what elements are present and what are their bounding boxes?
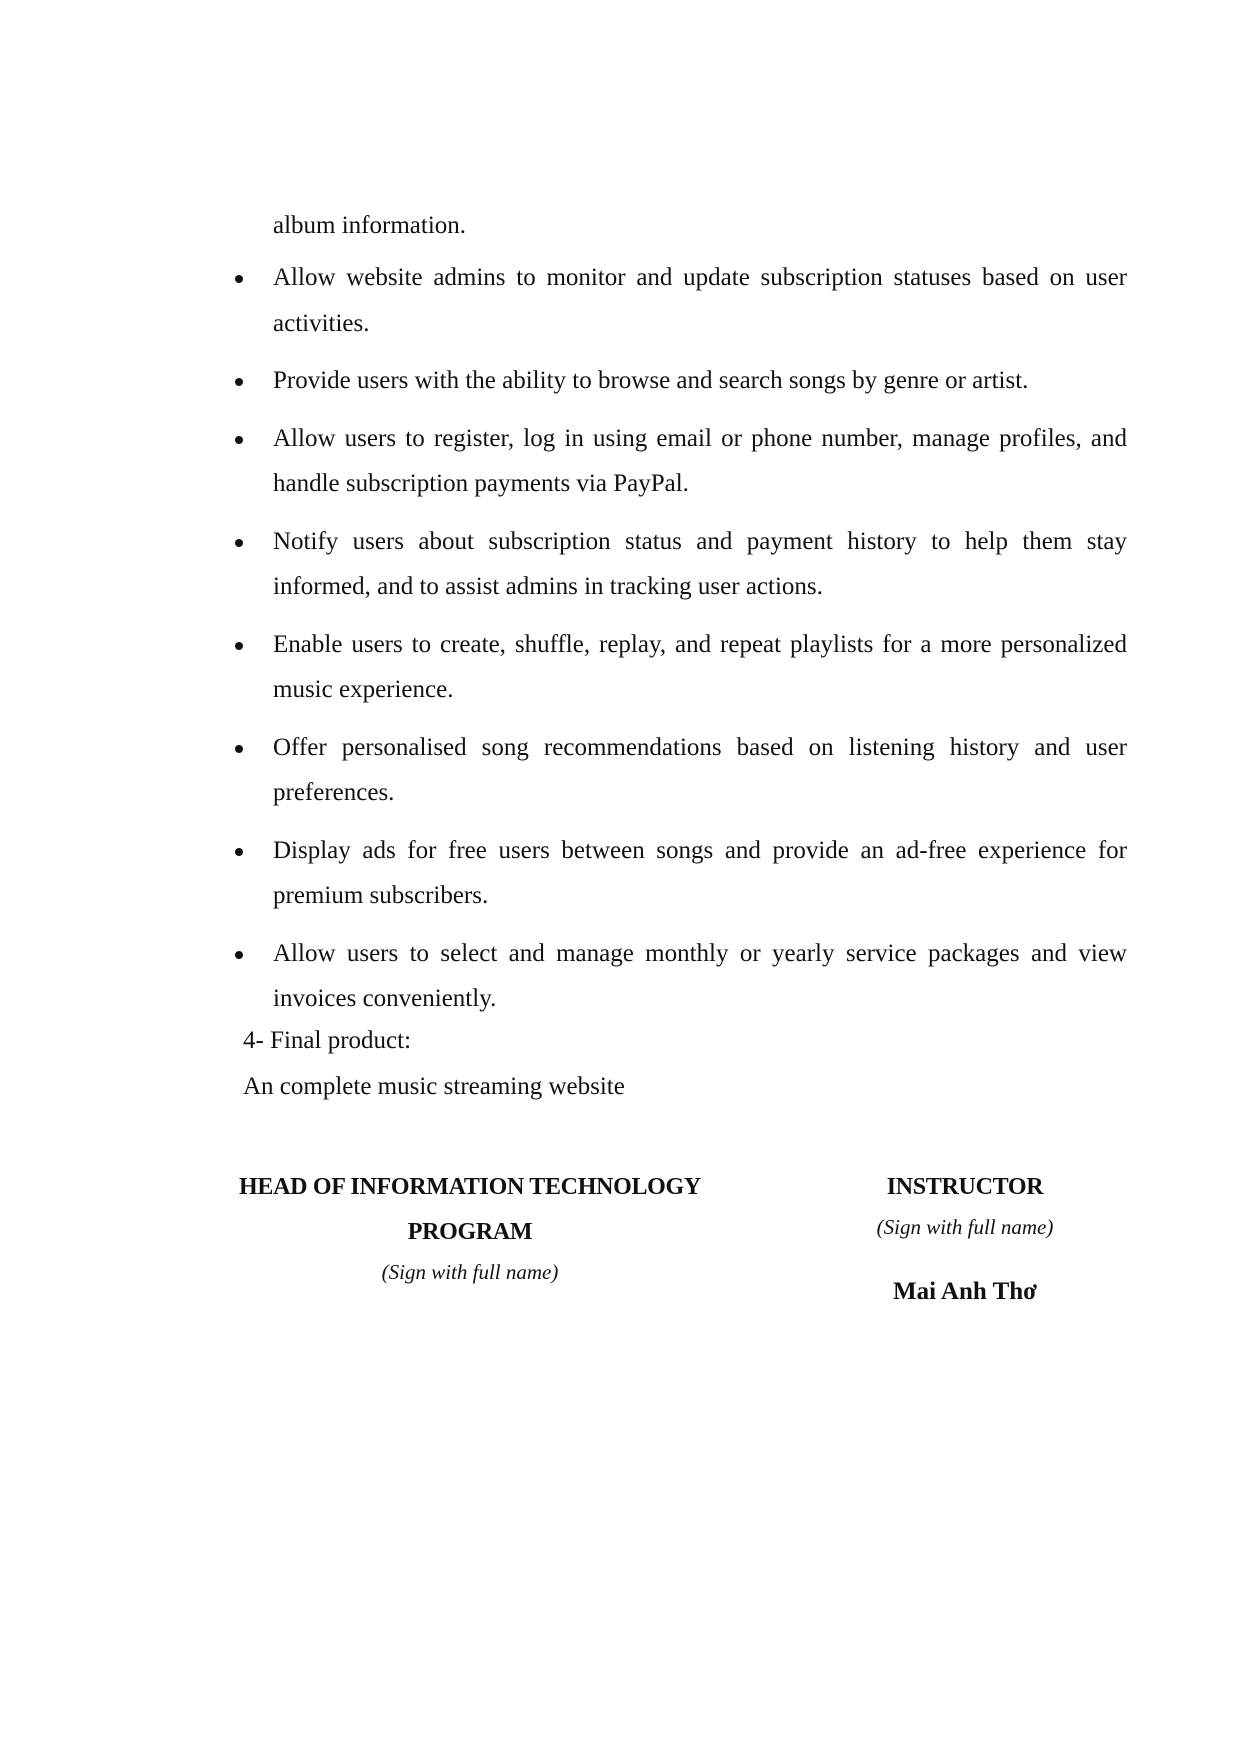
list-item bbox=[232, 358, 1127, 404]
list-item bbox=[232, 519, 1127, 610]
list-item-text: Offer personalised song recommendations based on listening history and user preferences. bbox=[273, 733, 1127, 806]
head-of-program-sign-note: (Sign with full name) bbox=[381, 1260, 559, 1284]
list-item bbox=[232, 828, 1127, 919]
list-item-text: Display ads for free users between songs and provide an ad-free experience for premium subscribers. bbox=[273, 836, 1127, 909]
instructor-signature-block bbox=[830, 1165, 1100, 1312]
bullet-icon bbox=[235, 275, 243, 283]
bullet-icon bbox=[235, 642, 243, 650]
list-item-text: Notify users about subscription status and payment history to help them stay informed, and to assist admins in tracking user actions. bbox=[273, 527, 1127, 600]
final-product-text: An complete music streaming website bbox=[243, 1073, 625, 1100]
list-item-text: Allow users to select and manage monthly or yearly service packages and view invoices conveniently. bbox=[273, 939, 1127, 1012]
requirements-list bbox=[232, 255, 1127, 1034]
list-item bbox=[232, 931, 1127, 1022]
bullet-icon bbox=[235, 436, 243, 444]
list-item-text: Allow users to register, log in using email or phone number, manage profiles, and handle subscription payments via PayPal. bbox=[273, 424, 1127, 497]
list-item bbox=[232, 416, 1127, 507]
list-item bbox=[232, 725, 1127, 816]
bullet-icon bbox=[235, 539, 243, 547]
instructor-title: INSTRUCTOR bbox=[886, 1174, 1044, 1200]
list-item-text: Allow website admins to monitor and update subscription statuses based on user activities. bbox=[273, 264, 1127, 337]
bullet-icon bbox=[235, 745, 243, 753]
list-item-text: Enable users to create, shuffle, replay, and repeat playlists for a more personalized music experience. bbox=[273, 630, 1127, 703]
list-item-text: Provide users with the ability to browse and search songs by genre or artist. bbox=[273, 367, 1029, 394]
list-item bbox=[232, 622, 1127, 713]
continuation-text: album information. bbox=[273, 212, 467, 239]
list-item bbox=[232, 255, 1127, 346]
bullet-icon bbox=[235, 848, 243, 856]
bullet-icon bbox=[235, 951, 243, 959]
instructor-name: Mai Anh Thơ bbox=[893, 1278, 1037, 1305]
bullet-icon bbox=[235, 378, 243, 386]
instructor-sign-note: (Sign with full name) bbox=[876, 1215, 1054, 1239]
final-product-heading: 4- Final product: bbox=[243, 1027, 412, 1054]
head-of-program-signature-block bbox=[205, 1165, 735, 1289]
head-of-program-title-line2: PROGRAM bbox=[407, 1219, 533, 1245]
head-of-program-title-line1: HEAD OF INFORMATION TECHNOLOGY bbox=[239, 1174, 701, 1200]
